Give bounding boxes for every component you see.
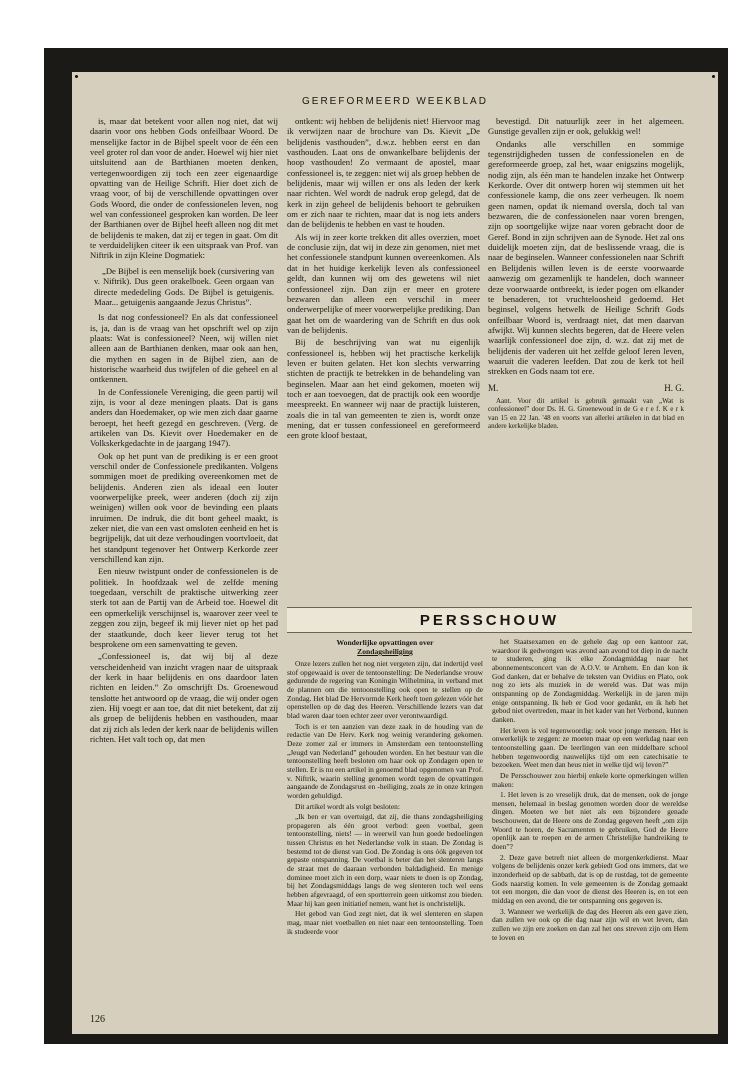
section-title: PERSSCHOUW	[419, 612, 560, 629]
section-banner	[287, 607, 692, 633]
paragraph: Ook op het punt van de prediking is er een groot verschil onder de Confessionele predikanten. Volgens sommigen moet de prediking overeenkomen met de belijdenis. Anderen zien als ideaal een louter voorwerpelijke preek, weer anderen (doch zij zijn weinigen) willen ook voor de bevinding een plaats inruimen. De indruk, die dit bont geheel maakt, is zeker niet, die van een vast omsloten eenheid en het is begrijpelijk, dat uit deze verhoudingen voortvloeit, dat het standpunt tegenover het Ontwerp Kerkorde zeer verschillend kan zijn.	[90, 450, 278, 565]
page-number: 126	[90, 1014, 105, 1025]
paragraph: is, maar dat betekent voor allen nog niet, dat wij daarin voor ons hebben Gods onfeilbaar Woord. De menselijke factor in de Bijbel speelt voor de één een veel groter rol dan voor de ander. Hoewel wij hier niet uitsluitend aan de Barthianen moeten denken, vertegenwoordigen zij toch een zeer eigenaardige opvatting van de Heilige Schrift. Hier doet zich de vraag voor, of bij de verschillende opvattingen over Gods Woord, die onder de confessionelen leven, nog wel van confessioneel gesproken kan worden. De leer der Barthianen over de Bijbel heeft alleen nog dit met de belijdenis te maken, dat zij er tegen in gaat. Om dit te verduidelijken citeer ik een uitspraak van Prof. van Niftrik in zijn Kleine Dogmatiek:	[90, 116, 278, 261]
running-header: GEREFORMEERD WEEKBLAD	[302, 96, 488, 107]
paragraph: Ondanks alle verschillen en sommige tegenstrijdigheden tussen de confessionelen en de gereformeerde groep, zal het, waar enigszins mogelijk, nodig zijn, als één man te handelen inzake het Ontwerp Kerkorde. Over dit ontwerp horen wij stemmen uit het confessionele kamp, die ons zeer verheugen. Ik noem geen namen, opdat ik niemand oversla, doch tal van bezwaren, die de confessionelen naar voren brengen, zijn op soortgelijke wijze naar voren gebracht door de Geref. Bond in zijn schrijven aan de Synode. Het zal ons duidelijk moeten zijn, dat de beslissende vraag, die is naar de beginselen. Wanneer confessionelen naar Schrift en Belijdenis willen leven is de eerste voorwaarde aanwezig om gezamenlijk te handelen, doch wanneer deze voorwaarde ontbreekt, is ieder pogen om elkander te benaderen, tot vruchteloosheid gedoemd. Het beginsel, volgens hetwelk de Heilige Schrift Gods onfeilbaar Woord is, verdraagt niet, dat men daarvan afwijkt. Wij kunnen slechts begeren, dat de Heere velen waarlijk confessioneel doe zijn, d. w.z. dat zij met de belijdenis der vaderen uit het zelfde geloof leren leven, waaruit die vaderen leefden. Dat zou de kerk tot heil strekken en Gods naam tot ere.	[488, 138, 684, 377]
signature-right: H. G.	[664, 382, 684, 393]
column-right	[488, 116, 684, 510]
paragraph: Als wij in zeer korte trekken dit alles overzien, moet de conclusie zijn, dat wij in deze zin genomen, niet met het confessionele standpunt kunnen overeenkomen. Als dat in het huidige kerkelijk leven als confessioneel geldt, dan kunnen wij om des gewetens wil niet confessioneel zijn. Dan zijn er meer en grotere bezwaren dan alleen een verschil in meer onderwerpelijke of meer voorwerpelijke prediking. Dan gaat het om de waardering van de Schrift en dus ook van de belijdenis.	[287, 231, 480, 335]
paragraph: „Ik ben er van overtuigd, dat zij, die thans zondagsheiliging propageren als één groot verbod: geen voetbal, geen tentoonstelling, niets! — in weerwil van hun goede bedoelingen tussen Christus en het Nederlandse volk in staan. De Zondag is bestemd tot de dienst van God. De Zondag is ons óók gegeven tot gepaste ontspanning. De voetbal is beter dan het slenteren langs de straat met de daaraan verbonden baldadigheid. En menige dominee moet zich in een dorp, waar niets te doen is op Zondag, bij het Zondagsmiddags langs de weg slenteren toch wel eens hebben afgevraagd, of een sportterrein geen uitkomst zou bieden. Maar hij kan geen initiatief nemen, want het is onchristelijk.	[287, 812, 483, 908]
perschouw-column-right	[492, 638, 688, 1010]
paragraph: Is dat nog confessioneel? En als dat confessioneel is, ja, dan is de vraag van het opschrift wel op zijn plaats: Wat is confessioneel? Neen, wij willen niet alleen aan de Barthianen denken, maar ook aan hen, die mythen en sagen in de Bijbel zien, aan de historische waarheid dus twijfelen of die geheel en al ontkennen.	[90, 312, 278, 385]
signature	[488, 383, 684, 393]
paragraph: 3. Wanneer we werkelijk de dag des Heeren als een gave zien, dan zullen we ook op die dag naar zijn wil en wet leven, dan zullen we zijn ere zoeken en dan zal het ons streven zijn om Hem te loven en	[492, 906, 688, 942]
column-left	[90, 116, 278, 1008]
paragraph: „Confessioneel is, dat wij bij al deze verscheidenheid van inzicht vragen naar de uitspraak der kerk in haar belijdenis en ons daardoor laten richten en leiden.” Zo omschrijft Ds. Groenewoud tenslotte het antwoord op de vraag, die wij onder ogen zien. Hij voegt er aan toe, dat dit niet betekent, dat zij als groep de belijdenis hebben en vasthouden, maar dat zij zich als leden der kerk naar de belijdenis willen richten. Het valt toch op, dat men	[90, 651, 278, 744]
quotation: „De Bijbel is een menselijk boek (cursivering van v. Niftrik). Dus geen orakelboek. Geen orgaan van directe mededeling Gods. De Bijbel is getuigenis. Maar... getuigenis aangaande Jezus Christus”.	[94, 265, 274, 307]
paragraph: Onze lezers zullen het nog niet vergeten zijn, dat indertijd veel stof opgewaaid is over de tentoonstelling: De Nederlandse vrouw gedurende de regering van Koningin Wilhelmina, in verband met de plannen om die tentoonstelling ook open te stellen op de Zondag. Het blad De Hervormde Kerk heeft toen gelezen vóór het openstellen op de dag des Heeren. Verschillende lezers van dat blad waren daar toen echter zeer over verontwaardigd.	[287, 659, 483, 720]
paragraph: ontkent: wij hebben de belijdenis niet! Hiervoor mag ik verwijzen naar de brochure van Ds. Kievit „De belijdenis vasthouden”, d.w.z. hebben eerst en dan vasthouden. Laat ons de onwankelbare belijdenis der hoop vasthouden! Zo vermaant de apostel, maar confessioneel is, te zeggen: niet wij als groep hebben de belijdenis, maar wij willen er ons als leden der kerk naar richten. Wel wordt de nadruk erop gelegd, dat de kerk in zijn geheel de belijdenis behoort te gebruiken om er zich naar te richten, maar dat is nog iets anders dan de belijdenis te hebben en vast te houden.	[287, 116, 480, 230]
subheading-line-2: Zondagsheiliging	[357, 647, 413, 656]
paragraph: Een nieuw twistpunt onder de confessionelen is de politiek. In hoofdzaak wel de zelfde mening toegedaan, verschilt de praktische uitwerking zeer sterk tot aan de Partij van de Arbeid toe. Hoewel dit een opmerkelijk verschijnsel is, waarover zeer veel te zeggen zou zijn, begeef ik mij liever niet op het pad der staatkunde, doch keer liever terug tot het besprokene om een samenvatting te geven.	[90, 566, 278, 649]
magazine-page	[72, 72, 718, 1034]
paragraph: bevestigd. Dit natuurlijk zeer in het algemeen. Gunstige gevallen zijn er ook, gelukkig wel!	[488, 116, 684, 137]
staple-hole	[712, 75, 715, 78]
paragraph: Toch is er ten aanzien van deze zaak in de houding van de redactie van De Herv. Kerk nog weinig verandering gekomen. Deze zomer zal er immers in Amsterdam een tentoonstelling „Jeugd van Nederland” gehouden worden. En het bestuur van die tentoonstelling heeft besloten om haar ook op Zondagen open te stellen. Er is nu een artikel in genoemd blad opgenomen van Prof. v. Niftrik, waarin stelling genomen wordt tegen de opvattingen aangaande de Zondagsrust en -heiliging, zoals ze in onze kringen worden gehuldigd.	[287, 721, 483, 800]
paragraph: Dit artikel wordt als volgt besloten:	[295, 801, 400, 811]
subheading-line-1: Wonderlijke opvattingen over	[336, 638, 434, 647]
perschouw-column-left	[287, 638, 483, 1010]
paragraph: Het leven is vol tegenwoordig: ook voor jonge mensen. Het is onwerkelijk te zeggen: ze moeten maar op een werkdag naar een tentoonstelling gaan. De leerlingen van een middelbare school hebben tegenwoordig nauwelijks tijd om een catechisatie te bezoeken. Weet men dan heus niet in welke tijd wij leven?”	[492, 725, 688, 770]
paragraph: 2. Deze gave betreft niet alleen de morgenkerkdienst. Maar volgens de belijdenis onzer kerk gebiedt God ons immers, dat we inzonderheid op de sabbath, dat is op de rustdag, tot de gemeente Gods naarstig komen. In vele gemeenten is de Zondag gemaakt tot een morgen, die dan voor de dienst des Heeren is, en tot een middag en een avond, die ter ontspanning ons gegeven is.	[492, 852, 688, 906]
paragraph: het Staatsexamen en de gehele dag op een kantoor zat, waardoor ik gedwongen was avond aan avond tot diep in de nacht te studeren, ging ik elke Zondagmiddag naar het abonnementsconcert van de A.O.V. te Arnhem. En dan kon ik God danken, dat er behalve de teksten van Ovidius en Plato, ook nog zo iets als muziek in de wereld was. Dat was mijn ontspanning op de Zondagmiddag. Werkelijk in de jaren mijn enige ontspanning. Ik heb er God voor gedankt, en ik heb het gebod niet overtreden, maar in het kader van het Verbond, kunnen danken.	[492, 638, 688, 724]
paragraph: Het gebod van God zegt niet, dat ik wel slenteren en slapen mag, maar niet voetballen en niet naar een tentoonstelling. Toen ik studeerde voor	[287, 909, 483, 936]
paragraph: De Persschouwer zou hierbij enkele korte opmerkingen willen maken:	[492, 770, 688, 789]
paragraph: 1. Het leven is zo vreselijk druk, dat de mensen, ook de jonge mensen, helemaal in beslag genomen worden door de wereldse dingen. Moeten we het niet als een bijzondere genade beschouwen, dat de Heere ons de Zondag gegeven heeft „om zijn Woord te horen, de Sacramenten te gebruiken, God de Heere openlijk aan te roepen en de armen Christelijke handreiking te doen”?	[492, 790, 688, 852]
article-subheading	[287, 638, 483, 656]
paragraph: Bij de beschrijving van wat nu eigenlijk confessioneel is, hebben wij het practische kerkelijk leven er buiten gelaten. Het kon slechts verwarring stichten de practijk te betrekken in de behandeling van beginselen. Maar aan het eind gekomen, moeten wij toch er aan toevoegen, dat de practijk ook een woordje meespreekt. En wanneer wij naar de practijk luisteren, zoals die in tal van gemeenten te zien is, wordt onze mening, dat er tussen confessioneel en gereformeerd een grote kloof bestaat,	[287, 337, 480, 441]
paragraph: In de Confessionele Vereniging, die geen partij wil zijn, is voor al deze meningen plaats. Dat is gans anders dan Hoedemaker, op wie men zich daar gaarne beroept, het heeft gezegd en geschreven. (Verg. de artikelen van Ds. Kievit over Hoedemaker en de Volkskerkgedachte in de jaargang 1947).	[90, 386, 278, 449]
signature-left: M.	[488, 382, 499, 393]
staple-hole	[75, 75, 78, 78]
column-middle	[287, 116, 480, 594]
footnote: Aant. Voor dit artikel is gebruik gemaakt van „Wat is confessioneel” door Ds. H. G. Groenewoud in de G e r e f. K e r k van 15 en 22 Jan. '48 en voorts van allerlei artikelen in dat blad en andere kerkelijke bladen.	[488, 396, 684, 430]
